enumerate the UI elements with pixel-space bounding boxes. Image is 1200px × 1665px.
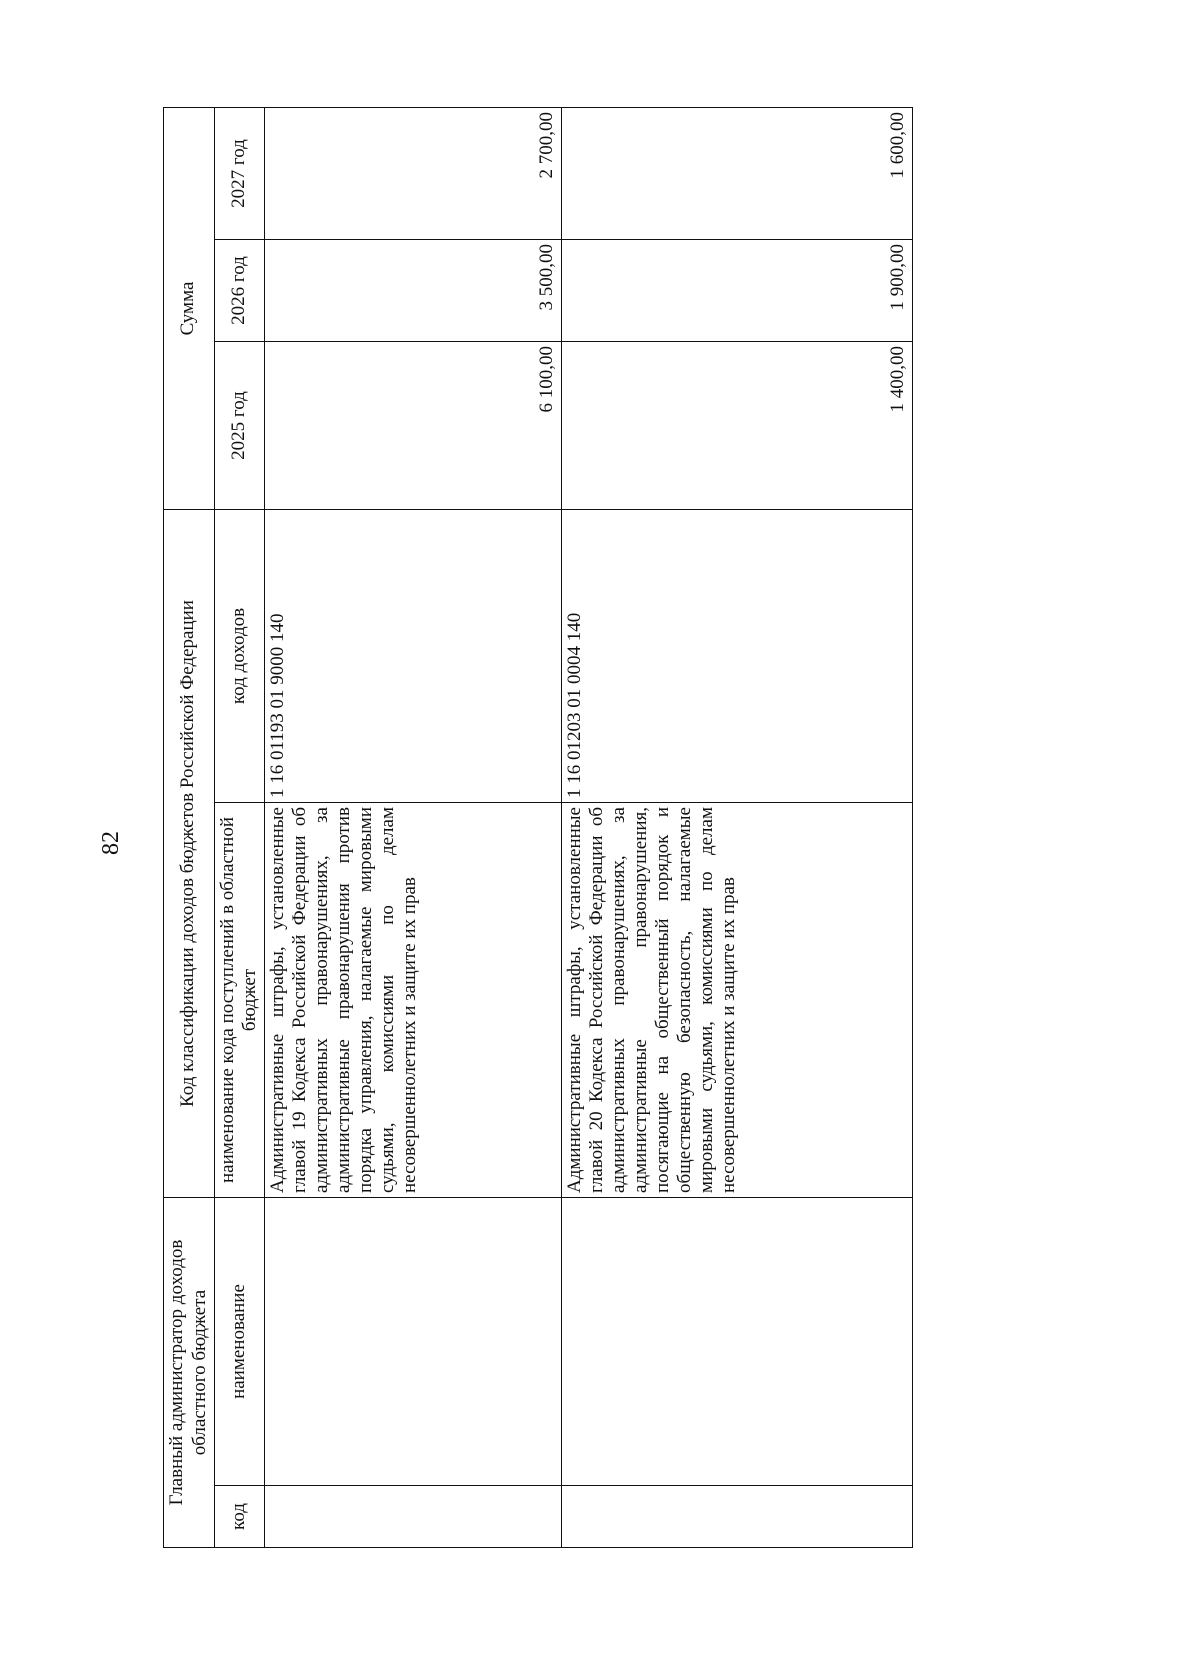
- header-name: наименование: [214, 1198, 265, 1486]
- header-code: код: [214, 1486, 265, 1548]
- row-sum-2027-cell: 1 600,00: [562, 108, 913, 240]
- row-code-cell: [562, 1486, 913, 1548]
- row-income-name-cell: Административные штрафы, установленные главой 19 Кодекса Российской Федерации об административных правонарушениях, за административные правонарушения против порядка управления, налагаемые мировыми судьями, комиссиями по делам несовершеннолетних и защите их прав: [265, 803, 562, 1198]
- row-code-cell: [265, 1486, 562, 1548]
- header-row-columns: [214, 108, 265, 1548]
- header-admin-group: Главный администратор доходов областного бюджета: [164, 1198, 215, 1548]
- header-classification-group: Код классификации доходов бюджетов Российской Федерации: [164, 510, 215, 1198]
- row-sum-2025-cell: 1 400,00: [562, 342, 913, 510]
- header-2027: 2027 год: [214, 108, 265, 240]
- header-income-code: код доходов: [214, 510, 265, 803]
- header-income-name: наименование кода поступлений в областной бюджет: [214, 803, 265, 1198]
- row-income-name-cell: Административные штрафы, установленные главой 20 Кодекса Российской Федерации об административных правонарушениях, за административные правонарушения, посягающие на общественный порядок и общественную безопасность, налагаемые мировыми судьями, комиссиями по делам несовершеннолетних и защите их прав: [562, 803, 913, 1198]
- header-2026: 2026 год: [214, 240, 265, 342]
- row-name-cell: [562, 1198, 913, 1486]
- row-sum-2027-cell: 2 700,00: [265, 108, 562, 240]
- header-2025: 2025 год: [214, 342, 265, 510]
- row-income-code-cell: 1 16 01193 01 9000 140: [265, 510, 562, 803]
- row-sum-2026-cell: 1 900,00: [562, 240, 913, 342]
- row-sum-2026-cell: 3 500,00: [265, 240, 562, 342]
- header-row-groups: [164, 108, 215, 1548]
- row-sum-2025-cell: 6 100,00: [265, 342, 562, 510]
- budget-table-container: [163, 108, 907, 1548]
- table-row: [562, 108, 913, 1548]
- page-number: 82: [98, 831, 124, 855]
- table-row: [265, 108, 562, 1548]
- header-sum-group: Сумма: [164, 108, 215, 510]
- row-income-code-cell: 1 16 01203 01 0004 140: [562, 510, 913, 803]
- budget-table: [163, 107, 913, 1548]
- row-name-cell: [265, 1198, 562, 1486]
